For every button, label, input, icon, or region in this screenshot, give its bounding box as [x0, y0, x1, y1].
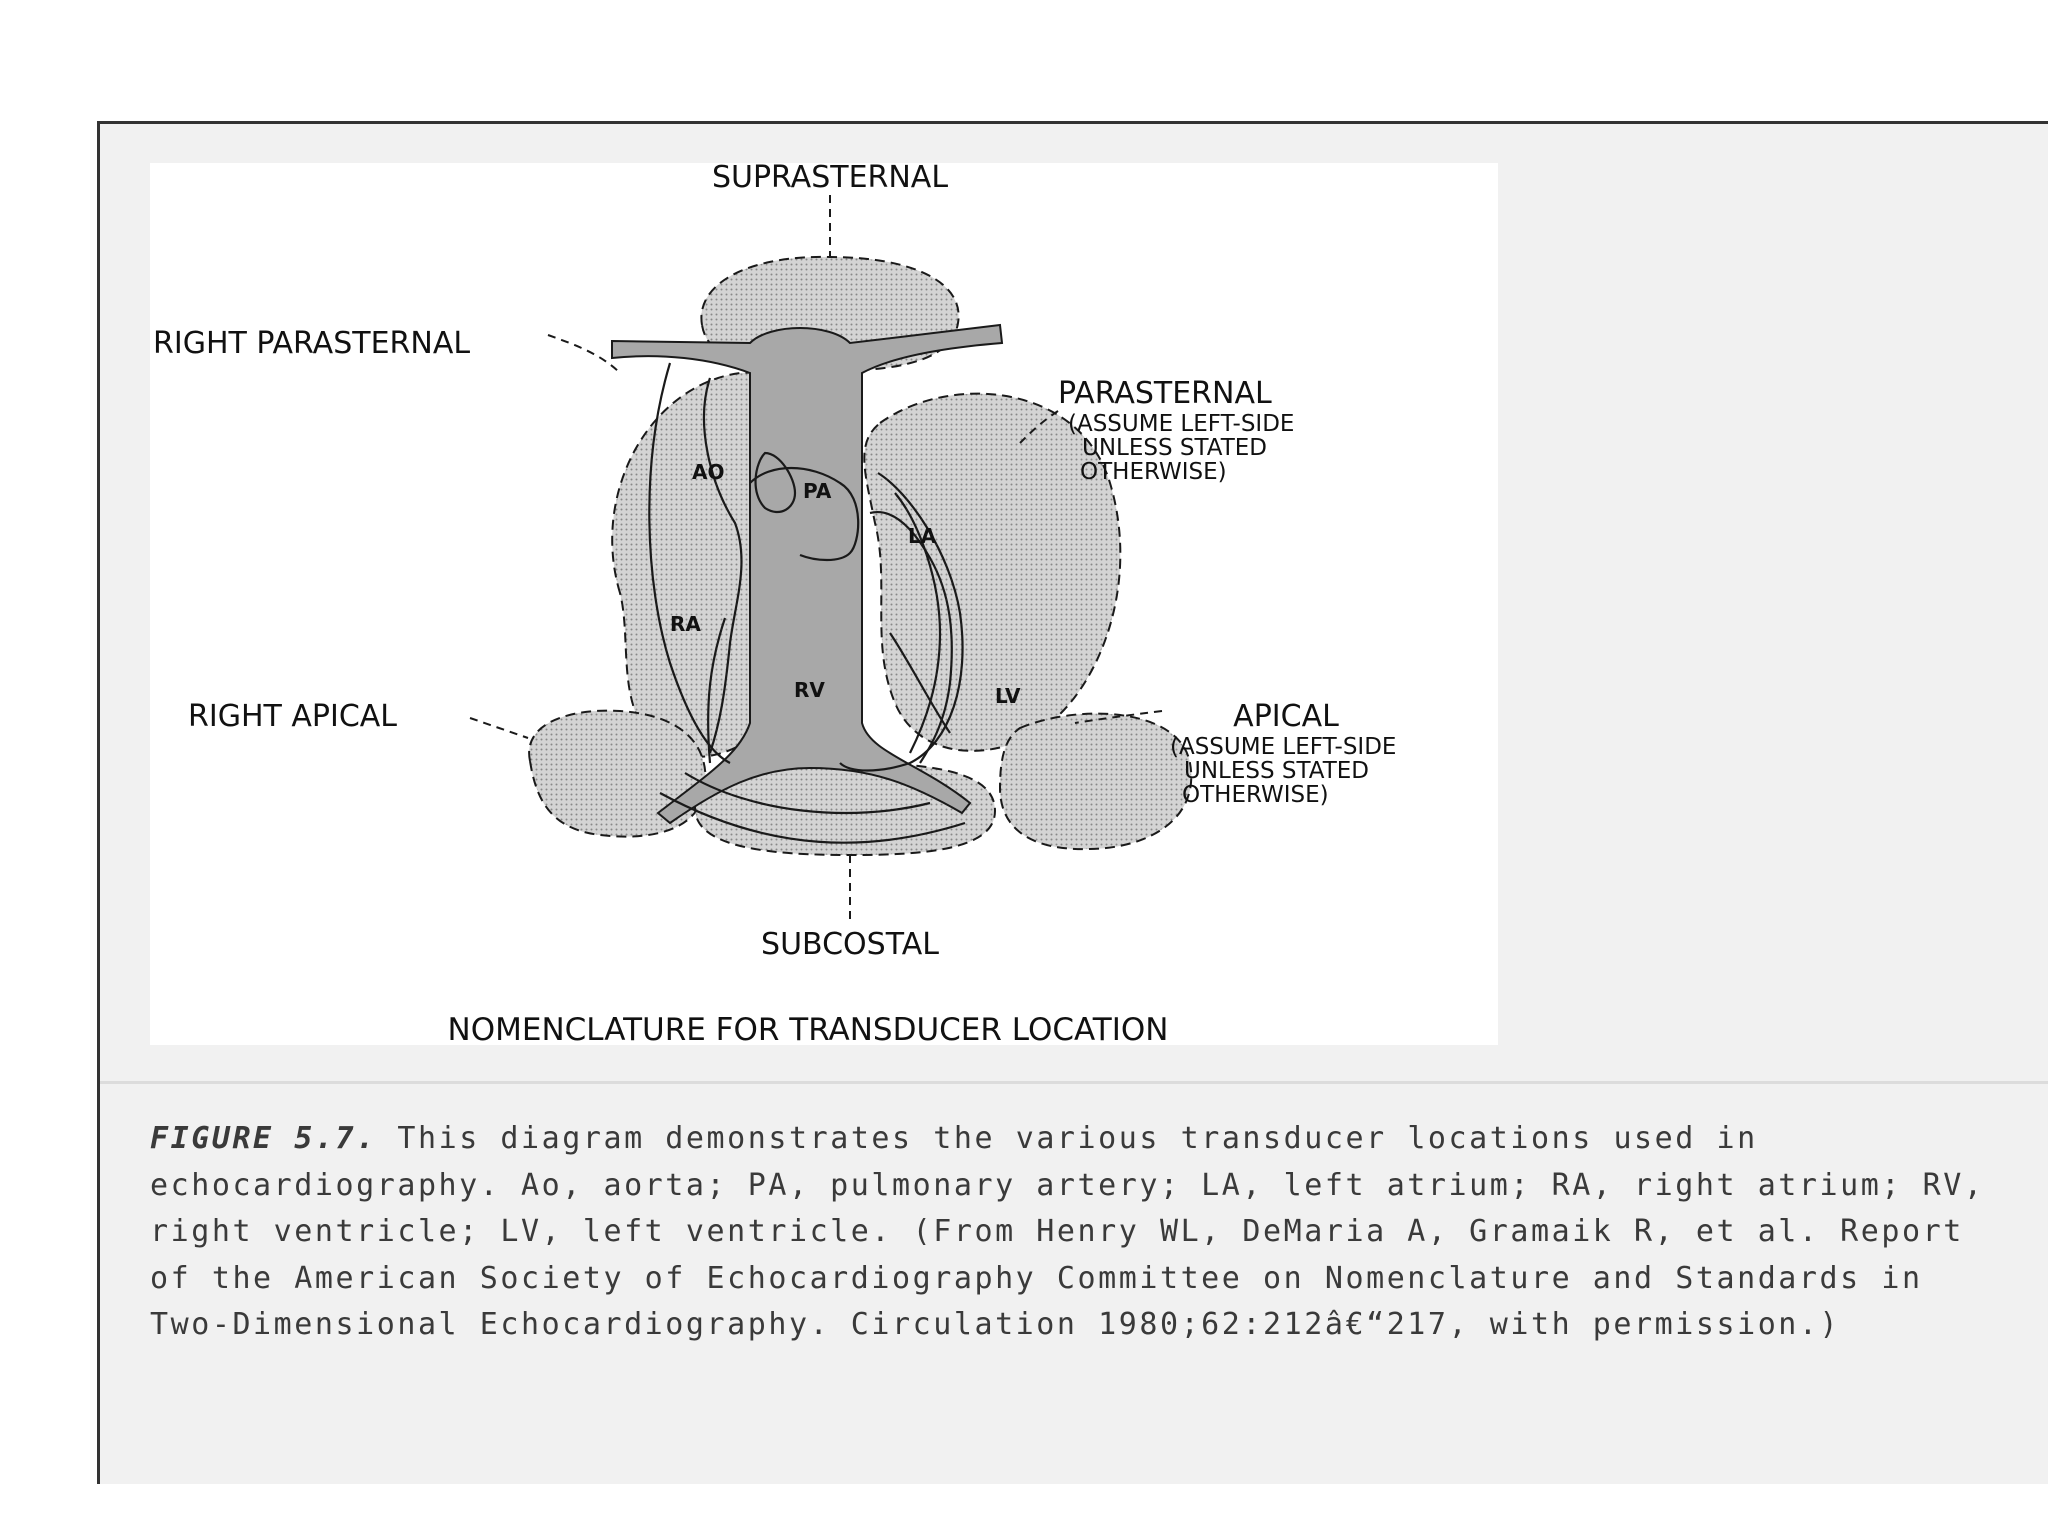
label-pa: PA — [803, 479, 832, 503]
label-apical-note-1: (ASSUME LEFT-SIDE — [1170, 734, 1397, 760]
label-parasternal: PARASTERNAL — [1058, 376, 1272, 411]
label-parasternal-note-1: (ASSUME LEFT-SIDE — [1068, 411, 1295, 437]
apical-region — [1000, 714, 1191, 850]
figure-number: FIGURE 5.7. — [150, 1121, 377, 1156]
label-la: LA — [908, 524, 937, 548]
label-apical-note-3: OTHERWISE) — [1182, 782, 1329, 808]
caption-text: This diagram demonstrates the various transducer locations used in echocardiography. Ao, aorta; PA, pulmonary artery; LA, left atrium; RA, right atrium; RV, right ventricle; LV, left ventricle. (From Henry WL, DeMaria A, Gramaik R, et al. Report of the American Society of Echocardiography Committee on Nomenclature and Standards in Two-Dimensional Echocardiography. Circulation 1980;62:212â€“217, with permission.) — [150, 1121, 1985, 1342]
label-apical-note-2: UNLESS STATED — [1184, 758, 1369, 784]
label-right-apical: RIGHT APICAL — [188, 699, 398, 734]
label-suprasternal: SUPRASTERNAL — [711, 163, 949, 195]
transducer-location-diagram — [150, 163, 1498, 1045]
figure-caption — [150, 1116, 1990, 1349]
figure-image — [150, 163, 1498, 1045]
label-ra: RA — [670, 612, 701, 636]
diagram-title: NOMENCLATURE FOR TRANSDUCER LOCATION — [447, 1012, 1169, 1045]
label-lv: LV — [995, 684, 1021, 708]
label-right-parasternal: RIGHT PARASTERNAL — [153, 326, 471, 361]
label-parasternal-note-2: UNLESS STATED — [1082, 435, 1267, 461]
caption-divider — [100, 1081, 2048, 1084]
label-subcostal: SUBCOSTAL — [761, 927, 939, 962]
label-rv: RV — [794, 678, 825, 702]
label-ao: AO — [692, 460, 725, 484]
label-apical: APICAL — [1233, 699, 1339, 734]
label-parasternal-note-3: OTHERWISE) — [1080, 459, 1227, 485]
